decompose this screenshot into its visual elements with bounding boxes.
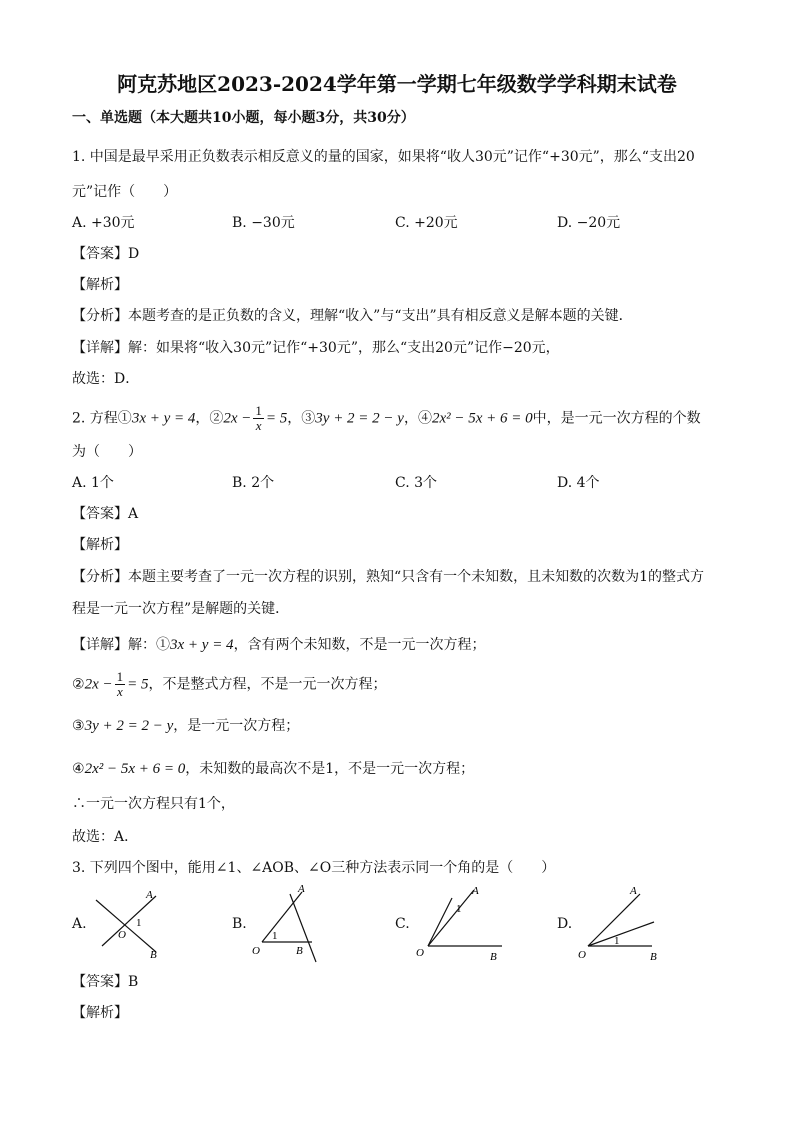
fraction-denominator: x: [255, 418, 262, 433]
q2-suffix: 中，是一元一次方程的个数: [532, 410, 701, 427]
label-o: O: [416, 947, 424, 959]
q3-option-a: A.: [72, 916, 87, 932]
label-a: A: [298, 884, 305, 895]
q2-conclusion: ∴一元一次方程只有1个，: [72, 796, 235, 812]
equation-2a: 2x −: [223, 410, 252, 427]
q3-text: 3. 下列四个图中，能用∠1、∠AOB、∠O三种方法表示同一个角的是（ ）: [72, 860, 556, 876]
equation-2a: 2x −: [84, 676, 113, 693]
angle-figure-c: [412, 884, 512, 964]
equation-3: 3y + 2 = 2 − y: [84, 718, 174, 734]
q2-option-d: D. 4个: [557, 475, 600, 491]
q1-choose: 故选：D．: [72, 371, 140, 387]
q2-option-a: A. 1个: [72, 475, 114, 491]
figure-d: [576, 884, 666, 964]
q1-option-c: C. +20元: [395, 215, 458, 231]
q2-option-c: C. 3个: [395, 475, 438, 491]
q2-analysis-heading: 【解析】: [72, 537, 128, 553]
q1-option-b: B. −30元: [232, 215, 295, 231]
page-title: 阿克苏地区2023-2024学年第一学期七年级数学学科期末试卷: [117, 72, 677, 96]
label-b: B: [650, 951, 657, 963]
figure-b: [250, 884, 330, 964]
equation-4: 2x² − 5x + 6 = 0: [431, 410, 533, 427]
label-a: A: [146, 889, 153, 901]
q2-text-line2: 为（ ）: [72, 444, 142, 460]
label-o: O: [118, 929, 126, 941]
section-heading: 一、单选题（本大题共10小题，每小题3分，共30分）: [72, 110, 415, 126]
equation-3: 3y + 2 = 2 − y: [315, 410, 404, 427]
label-a: A: [472, 885, 479, 897]
equation-2b: = 5: [127, 676, 149, 693]
q3-analysis-heading: 【解析】: [72, 1005, 128, 1021]
q2-sep: ，③: [287, 410, 316, 427]
label-o: O: [578, 949, 586, 961]
q1-option-d: D. −20元: [557, 215, 621, 231]
fraction-1-over-x: [115, 670, 126, 699]
q2-analysis-line1: 【分析】本题主要考查了一元一次方程的识别，熟知“只含有一个未知数，且未知数的次数为1的整式方: [72, 569, 705, 585]
q1-text-line2: 元”记作（ ）: [72, 184, 178, 200]
detail-prefix: 【详解】解：①: [72, 637, 170, 653]
q3-option-b: B.: [232, 916, 247, 932]
detail-suffix: ，不是整式方程，不是一元一次方程；: [148, 676, 387, 693]
fraction-denominator: x: [116, 684, 123, 699]
q2-sep: ，④: [403, 410, 432, 427]
q3-answer: 【答案】B: [72, 974, 139, 990]
label-1: 1: [456, 903, 462, 915]
label-o: O: [252, 945, 260, 957]
q2-analysis-line2: 程是一元一次方程”是解题的关键．: [72, 601, 290, 617]
fraction-numerator: 1: [255, 403, 262, 418]
q3-option-d: D.: [557, 916, 573, 932]
label-a: A: [630, 885, 637, 897]
q1-analysis-heading: 【解析】: [72, 277, 128, 293]
label-b: B: [150, 949, 157, 961]
detail-suffix: ，未知数的最高次不是1，不是一元一次方程；: [185, 761, 475, 777]
angle-figure-d: [576, 884, 666, 964]
equation-4: 2x² − 5x + 6 = 0: [84, 761, 186, 777]
q1-analysis: 【分析】本题考查的是正负数的含义，理解“收入”与“支出”具有相反意义是解本题的关键．: [72, 308, 633, 324]
detail-prefix: ④: [72, 761, 85, 777]
figure-c: [412, 884, 512, 964]
detail-suffix: ，含有两个未知数，不是一元一次方程；: [233, 637, 486, 653]
q1-answer: 【答案】D: [72, 246, 140, 262]
detail-prefix: ②: [72, 676, 85, 693]
label-b: B: [296, 945, 303, 957]
q2-option-b: B. 2个: [232, 475, 275, 491]
q2-detail-3: [72, 716, 299, 736]
equation-2b: = 5: [265, 410, 288, 427]
q1-text-line1: 1. 中国是最早采用正负数表示相反意义的量的国家，如果将“收人30元”记作“+30元”，那么“支出20: [72, 149, 695, 165]
q2-sep: ，②: [195, 410, 224, 427]
fraction-1-over-x: [253, 404, 264, 433]
q2-answer: 【答案】A: [72, 506, 139, 522]
q3-option-c: C.: [395, 916, 410, 932]
angle-figure-a: [90, 886, 180, 962]
q2-detail-4: [72, 759, 474, 779]
detail-suffix: ，是一元一次方程；: [173, 718, 300, 734]
q2-choose: 故选：A．: [72, 829, 139, 845]
equation-1: 3x + y = 4: [170, 637, 234, 653]
equation-1: 3x + y = 4: [131, 410, 196, 427]
q2-prefix: 2. 方程①: [72, 410, 132, 427]
label-b: B: [490, 951, 497, 963]
label-1: 1: [136, 917, 142, 929]
q2-text-line1: [72, 404, 701, 433]
angle-figure-b: [250, 884, 330, 964]
fraction-numerator: 1: [116, 669, 124, 684]
q2-detail-1: [72, 635, 486, 655]
figure-a: [90, 886, 180, 962]
label-1: 1: [614, 935, 620, 947]
q1-detail: 【详解】解：如果将“收入30元”记作“+30元”，那么“支出20元”记作−20元，: [72, 340, 560, 356]
q1-option-a: A. +30元: [72, 215, 135, 231]
q2-detail-2: [72, 670, 386, 699]
label-1: 1: [272, 930, 278, 942]
detail-prefix: ③: [72, 718, 85, 734]
